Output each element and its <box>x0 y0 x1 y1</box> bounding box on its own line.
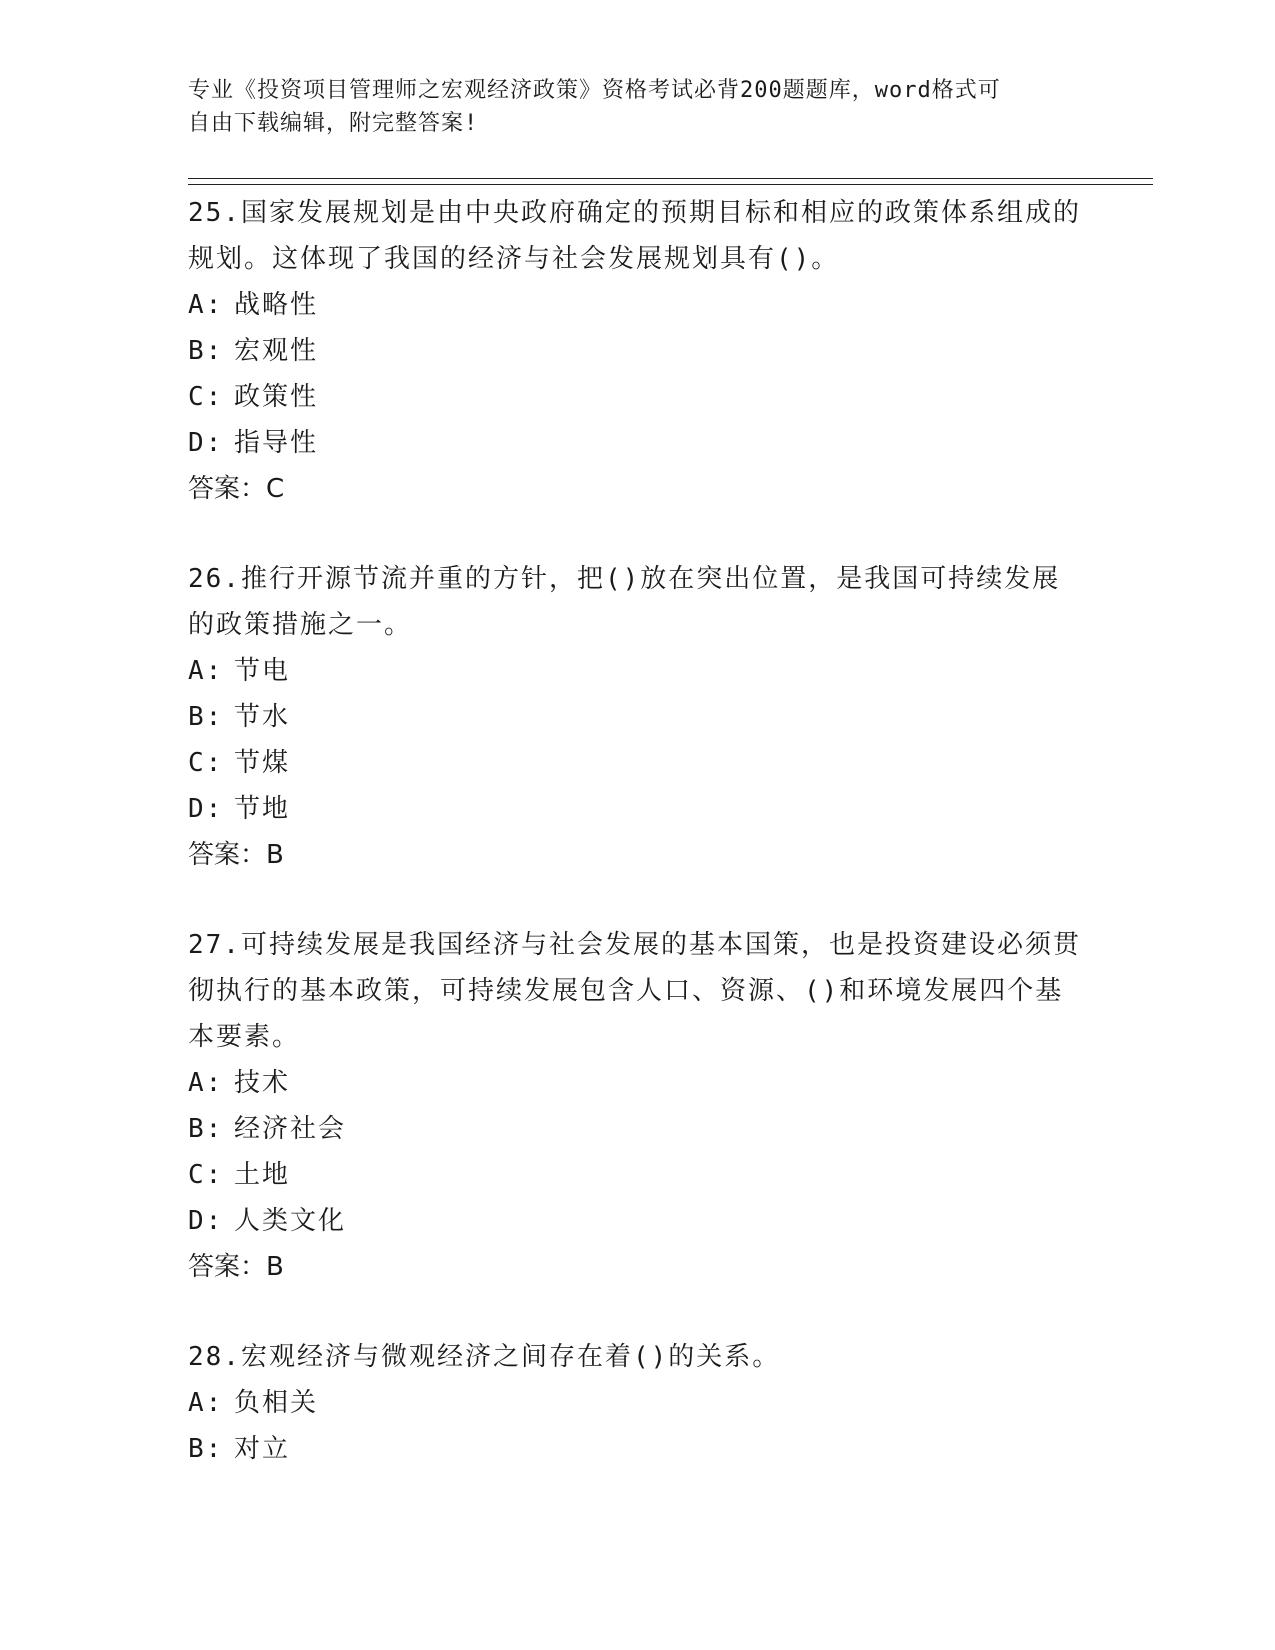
option-text: 对立 <box>234 1434 291 1464</box>
answer-line: 答案：B <box>188 840 284 870</box>
option-text: 负相关 <box>234 1388 319 1418</box>
option-key: A: <box>188 290 224 320</box>
question-stem: 28.宏观经济与微观经济之间存在着()的关系。 <box>188 1342 781 1372</box>
header-line-2: 自由下载编辑，附完整答案! <box>188 111 479 136</box>
header-divider-bottom <box>188 184 1153 185</box>
option-key: D: <box>188 794 224 824</box>
option-key: C: <box>188 1160 224 1190</box>
option-b <box>188 1426 1088 1472</box>
option-key: C: <box>188 748 224 778</box>
option-text: 节水 <box>234 702 291 732</box>
option-text: 技术 <box>234 1068 291 1098</box>
option-key: A: <box>188 1068 224 1098</box>
option-text: 政策性 <box>234 382 319 412</box>
option-text: 节煤 <box>234 748 291 778</box>
option-text: 人类文化 <box>234 1206 347 1236</box>
option-text: 指导性 <box>234 428 319 458</box>
option-key: B: <box>188 1114 224 1144</box>
option-d <box>188 786 1088 832</box>
option-text: 土地 <box>234 1160 291 1190</box>
option-b <box>188 1106 1088 1152</box>
option-text: 宏观性 <box>234 336 319 366</box>
question-list <box>188 190 1088 1516</box>
option-text: 战略性 <box>234 290 319 320</box>
answer-line: 答案：B <box>188 1252 284 1282</box>
option-a <box>188 282 1088 328</box>
option-d <box>188 420 1088 466</box>
option-key: B: <box>188 702 224 732</box>
option-key: B: <box>188 336 224 366</box>
option-a <box>188 1380 1088 1426</box>
option-key: A: <box>188 656 224 686</box>
option-a <box>188 1060 1088 1106</box>
option-c <box>188 374 1088 420</box>
option-d <box>188 1198 1088 1244</box>
option-key: A: <box>188 1388 224 1418</box>
header-divider-top <box>188 178 1153 179</box>
question-stem: 27.可持续发展是我国经济与社会发展的基本国策，也是投资建设必须贯彻执行的基本政策，可持续发展包含人口、资源、()和环境发展四个基本要素。 <box>188 930 1081 1052</box>
option-key: D: <box>188 1206 224 1236</box>
option-text: 节电 <box>234 656 291 686</box>
option-key: D: <box>188 428 224 458</box>
option-b <box>188 328 1088 374</box>
header-line-1: 专业《投资项目管理师之宏观经济政策》资格考试必背200题题库，word格式可 <box>188 78 1001 103</box>
option-c <box>188 1152 1088 1198</box>
document-header <box>188 74 1088 140</box>
option-text: 节地 <box>234 794 291 824</box>
question-25 <box>188 190 1088 512</box>
option-a <box>188 648 1088 694</box>
option-c <box>188 740 1088 786</box>
answer-line: 答案：C <box>188 474 285 504</box>
question-27 <box>188 922 1088 1290</box>
question-26 <box>188 556 1088 878</box>
option-key: C: <box>188 382 224 412</box>
question-28 <box>188 1334 1088 1472</box>
question-stem: 26.推行开源节流并重的方针，把()放在突出位置，是我国可持续发展的政策措施之一。 <box>188 564 1061 640</box>
option-text: 经济社会 <box>234 1114 347 1144</box>
option-key: B: <box>188 1434 224 1464</box>
question-stem: 25.国家发展规划是由中央政府确定的预期目标和相应的政策体系组成的规划。这体现了我国的经济与社会发展规划具有()。 <box>188 198 1081 274</box>
option-b <box>188 694 1088 740</box>
